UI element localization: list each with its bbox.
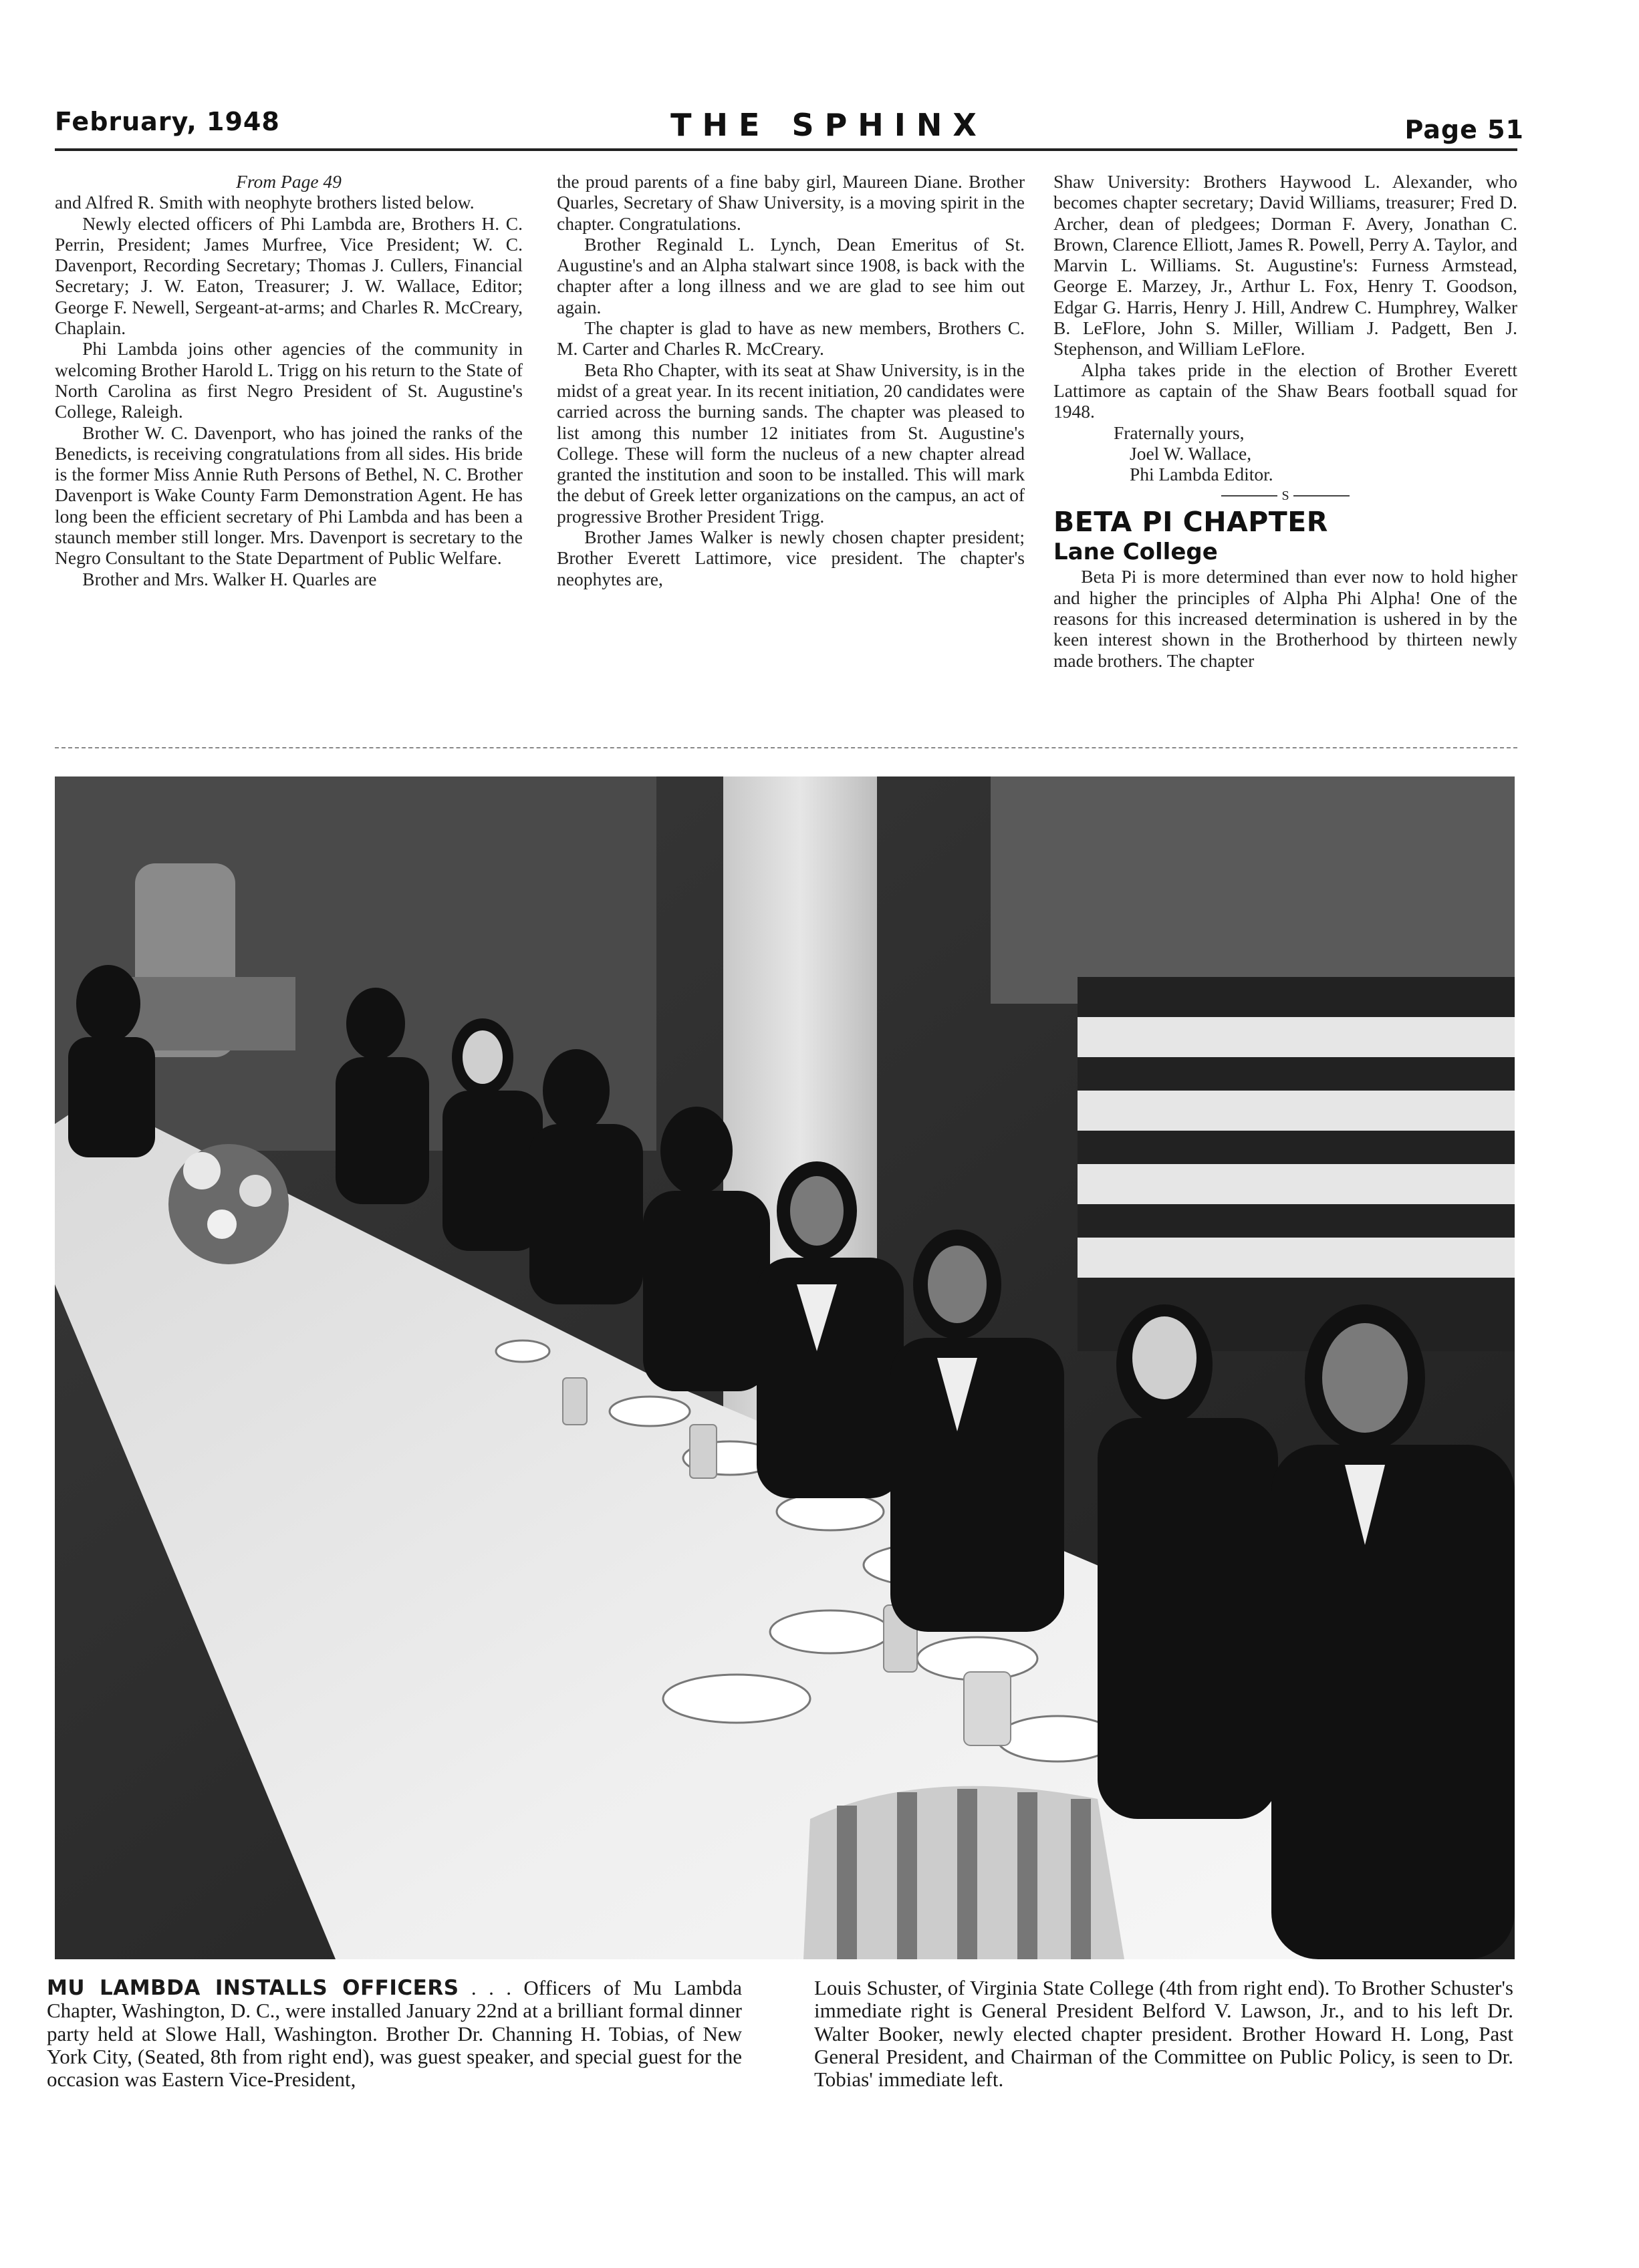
dashed-divider — [55, 747, 1517, 748]
publication-title: THE SPHINX — [670, 107, 987, 143]
paragraph: Beta Pi is more determined than ever now to hold higher and higher the principles of Alpha Phi Alpha! One of the reasons for this increased determination is ushered in by the keen interest shown in the Brotherhood by thirteen newly made brothers. The chapter — [1053, 566, 1517, 671]
signoff-closing: Fraternally yours, — [1114, 422, 1245, 443]
paragraph: the proud parents of a fine baby girl, Maureen Diane. Brother Quarles, Secretary of Shaw University, is a moving spirit in the chapter. Congratulations. — [557, 171, 1025, 234]
caption-ellipsis: . . . — [459, 1976, 524, 1999]
paragraph: Phi Lambda joins other agencies of the community in welcoming Brother Harold L. Trigg on his return to the State of North Carolina as first Negro President of St. Augustine's College, Raleigh. — [55, 338, 523, 422]
photo-caption-left — [47, 1977, 742, 2091]
caption-text: Officers of Mu Lambda Chapter, Washington, D. C., were installed January 22nd at a brilliant formal dinner party held at Slowe Hall, Washington. Brother Dr. Channing H. Tobias, of New York City, (Seated, 8th from right end), was guest speaker, and special guest for the occasion was Eastern Vice-President, — [47, 1976, 743, 2092]
paragraph: Brother Reginald L. Lynch, Dean Emeritus of St. Augustine's and an Alpha stalwart since 1908, is back with the chapter after a long illness and we are glad to see him out again. — [557, 233, 1025, 317]
paragraph: Beta Rho Chapter, with its seat at Shaw University, is in the midst of a great year. In its recent initiation, 20 candidates were carried across the burning sands. The chapter was pleased to list among this number 12 initiates from St. Augustine's College. These will form the nucleus of a new chapter alread granted the institution and soon to be installed. This will mark the debut of Greek letter organizations on the campus, an act of progressive Brother President Trigg. — [557, 359, 1025, 527]
photo-caption-right — [814, 1977, 1513, 2091]
caption-text: Louis Schuster, of Virginia State College (4th from right end). To Brother Schuster's immediate right is General President Belford V. Lawson, Jr., and to his left Dr. Walter Booker, newly elected chapter president. Brother Howard H. Long, Past General President, and Chairman of the Committee on Public Policy, is seen to Dr. Tobias' immediate left. — [814, 1976, 1513, 2092]
section-separator — [1053, 488, 1517, 503]
issue-date: February, 1948 — [55, 107, 280, 136]
paragraph: Shaw University: Brothers Haywood L. Alexander, who becomes chapter secretary; David Williams, treasurer; Fred D. Archer, dean of pledgees; Dorman F. Avery, Jonathan C. Brown, Clarence Elliott, James R. Powell, Perry A. Taylor, and Marvin L. Williams. St. Augustine's: Furness Armstead, George E. Marzey, Jr., Arthur L. Fox, Henry T. Goodson, Edgar G. Harris, Henry J. Hill, Andrew C. Humphrey, Walker B. LeFlore, John S. Miller, William J. Padgett, Ben J. Stephenson, and William LeFlore. — [1053, 171, 1517, 360]
caption-title: MU LAMBDA INSTALLS OFFICERS — [47, 1976, 459, 2000]
header-rule — [55, 148, 1517, 151]
signoff-name: Joel W. Wallace, — [1130, 442, 1252, 464]
banquet-photograph — [55, 776, 1515, 1959]
text-column-3 — [1053, 171, 1517, 671]
paragraph: Newly elected officers of Phi Lambda are, Brothers H. C. Perrin, President; James Murfree, Vice President; W. C. Davenport, Recording Secretary; Thomas J. Cullers, Financial Secretary; J. W. Eaton, Treasurer; J. W. Wallace, Editor; George F. Newell, Sergeant-at-arms; and Charles R. McCreary, Chaplain. — [55, 212, 523, 339]
paragraph: The chapter is glad to have as new members, Brothers C. M. Carter and Charles R. McCreary. — [557, 317, 1025, 360]
text-column-2 — [557, 171, 1025, 589]
section-subheading: Lane College — [1053, 539, 1218, 566]
continued-from-note: From Page 49 — [236, 171, 342, 192]
paragraph: Alpha takes pride in the election of Brother Everett Lattimore as captain of the Shaw Bears football squad for 1948. — [1053, 359, 1517, 422]
separator-mark: S — [1281, 488, 1289, 504]
paragraph: Brother and Mrs. Walker H. Quarles are — [82, 568, 377, 589]
paragraph: and Alfred R. Smith with neophyte brothers listed below. — [55, 192, 475, 213]
text-column-1 — [55, 171, 523, 589]
signoff-title: Phi Lambda Editor. — [1130, 464, 1273, 485]
paragraph: Brother W. C. Davenport, who has joined the ranks of the Benedicts, is receiving congratulations from all sides. His bride is the former Miss Annie Ruth Persons of Bethel, N. C. Brother Davenport is Wake County Farm Demonstration Agent. He has long been the efficient secretary of Phi Lambda and has been a staunch member still longer. Mrs. Davenport is secretary to the Negro Consultant to the State Department of Public Welfare. — [55, 422, 523, 569]
section-heading: BETA PI CHAPTER — [1053, 506, 1328, 539]
paragraph: Brother James Walker is newly chosen chapter president; Brother Everett Lattimore, vice president. The chapter's neophytes are, — [557, 527, 1025, 589]
page-number: Page 51 — [1404, 115, 1524, 144]
